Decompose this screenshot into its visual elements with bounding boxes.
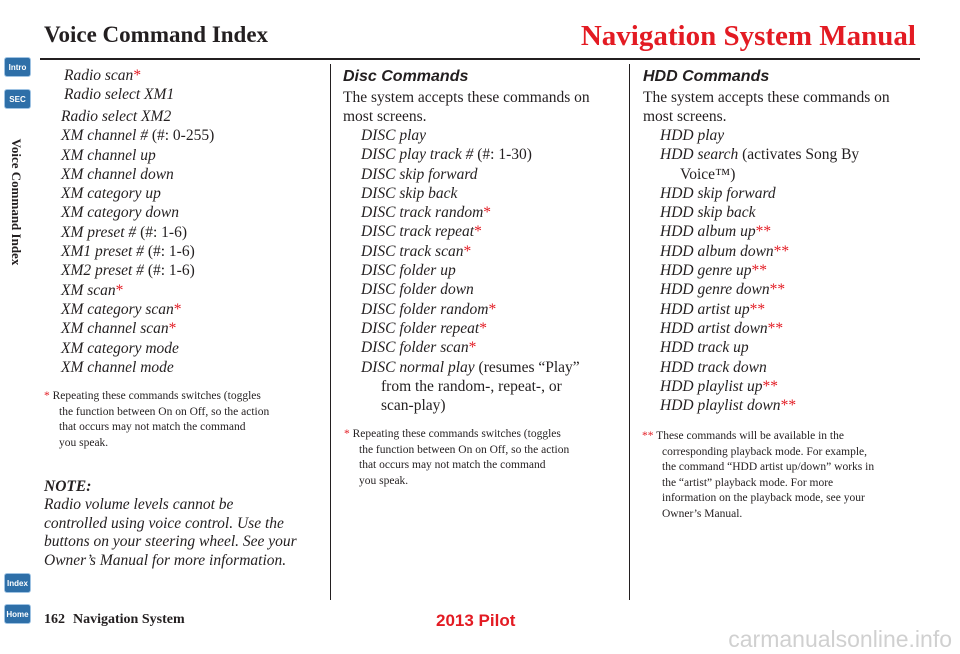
- list-item: XM scan*: [61, 281, 124, 299]
- list-item: HDD play: [660, 127, 725, 144]
- list-item: HDD album down**: [660, 242, 790, 260]
- note-line: Radio volume levels cannot be: [44, 496, 234, 513]
- model-label: 2013 Pilot: [436, 611, 516, 630]
- list-item: XM channel scan*: [61, 320, 177, 338]
- list-item: HDD genre down**: [660, 281, 786, 299]
- list-item: Radio scan*: [64, 67, 142, 84]
- hdd-commands-heading: HDD Commands: [643, 68, 770, 85]
- note-line: controlled using voice control. Use the: [44, 514, 284, 532]
- list-item: HDD genre up**: [660, 262, 768, 280]
- right-footnote: ** These commands will be available in the corresponding playback mode. For example, the command “HDD artist up/down” works in the “artist” playback mode. For more information on the playback mode, see your Owner’s Manual.: [642, 430, 875, 520]
- list-item: DISC folder up: [361, 262, 456, 280]
- list-item: XM category scan*: [61, 300, 182, 318]
- watermark: carmanualsonline.info: [728, 626, 952, 652]
- list-item: XM2 preset # (#: 1-6): [61, 262, 195, 280]
- list-item: DISC track repeat*: [361, 223, 482, 241]
- list-item: DISC folder random*: [361, 300, 497, 318]
- disc-commands-heading: Disc Commands: [343, 68, 469, 85]
- list-item: HDD playlist down**: [660, 397, 797, 415]
- left-footnote: * Repeating these commands switches (toggles the function between On on Off, so the action that occurs may not match the command you speak.: [44, 390, 270, 449]
- note-line: buttons on your steering wheel. See your: [44, 533, 297, 550]
- list-item: XM channel mode: [61, 358, 174, 376]
- list-item: XM category up: [61, 185, 161, 203]
- note-line: Owner’s Manual for more information.: [44, 551, 287, 569]
- list-item: HDD track up: [660, 339, 749, 357]
- list-item: DISC play track # (#: 1-30): [361, 146, 532, 164]
- column-divider: [330, 64, 331, 600]
- list-item: XM category down: [61, 204, 179, 222]
- note-block: [44, 478, 329, 570]
- disc-intro: The system accepts these commands on most screens.: [343, 89, 590, 125]
- list-item: Radio select XM1: [64, 86, 175, 104]
- list-item: HDD track down: [660, 358, 767, 376]
- list-item: HDD skip forward: [660, 184, 776, 202]
- list-item: DISC track random*: [361, 204, 492, 222]
- list-item: HDD artist up**: [660, 300, 766, 318]
- header-rule: [40, 58, 920, 60]
- intro-tab-button[interactable]: Intro: [4, 57, 31, 77]
- list-item: DISC normal play (resumes “Play” from the random-, repeat-, or scan-play): [361, 358, 580, 415]
- list-item: DISC skip back: [361, 184, 458, 202]
- disc-command-list: [361, 126, 580, 415]
- left-command-list: [42, 66, 174, 105]
- list-item: DISC play: [361, 127, 427, 144]
- list-item: HDD skip back: [660, 204, 756, 222]
- mid-footnote: * Repeating these commands switches (toggles the function between On on Off, so the action that occurs may not match the command you speak.: [344, 428, 570, 487]
- column-divider: [629, 64, 630, 600]
- index-tab-button[interactable]: Index: [4, 573, 31, 593]
- list-item: HDD album up**: [660, 223, 772, 241]
- list-item: HDD playlist up**: [660, 377, 778, 395]
- hdd-command-list: [660, 126, 859, 415]
- list-item: DISC folder down: [361, 281, 474, 299]
- list-item: DISC skip forward: [361, 165, 478, 183]
- list-item: XM preset # (#: 1-6): [61, 223, 187, 241]
- list-item: HDD artist down**: [660, 319, 784, 337]
- list-item: HDD search (activates Song By Voice™): [660, 146, 860, 183]
- hdd-intro: The system accepts these commands on most screens.: [643, 89, 890, 125]
- manual-title: Navigation System Manual: [580, 20, 916, 52]
- hdd-commands-section: [643, 68, 928, 126]
- list-item: DISC track scan*: [361, 242, 472, 260]
- page-number: 162: [44, 612, 65, 627]
- home-tab-button[interactable]: Home: [4, 604, 31, 624]
- disc-commands-section: [343, 68, 623, 126]
- list-item: DISC folder scan*: [361, 339, 477, 357]
- note-heading: NOTE:: [44, 478, 92, 495]
- section-title: Voice Command Index: [44, 22, 269, 47]
- footer-section: Navigation System: [73, 612, 185, 627]
- side-section-label: Voice Command Index: [9, 138, 24, 266]
- sec-tab-button[interactable]: SEC: [4, 89, 31, 109]
- list-item: XM1 preset # (#: 1-6): [61, 243, 195, 261]
- page-footer: [44, 612, 185, 628]
- list-item: XM channel up: [61, 146, 156, 164]
- list-item: XM channel down: [61, 165, 174, 183]
- list-item: XM channel # (#: 0-255): [61, 127, 215, 145]
- list-item: Radio select XM2: [61, 108, 172, 125]
- left-command-list-xm: [61, 107, 214, 377]
- list-item: XM category mode: [61, 339, 179, 357]
- list-item: DISC folder repeat*: [361, 319, 487, 337]
